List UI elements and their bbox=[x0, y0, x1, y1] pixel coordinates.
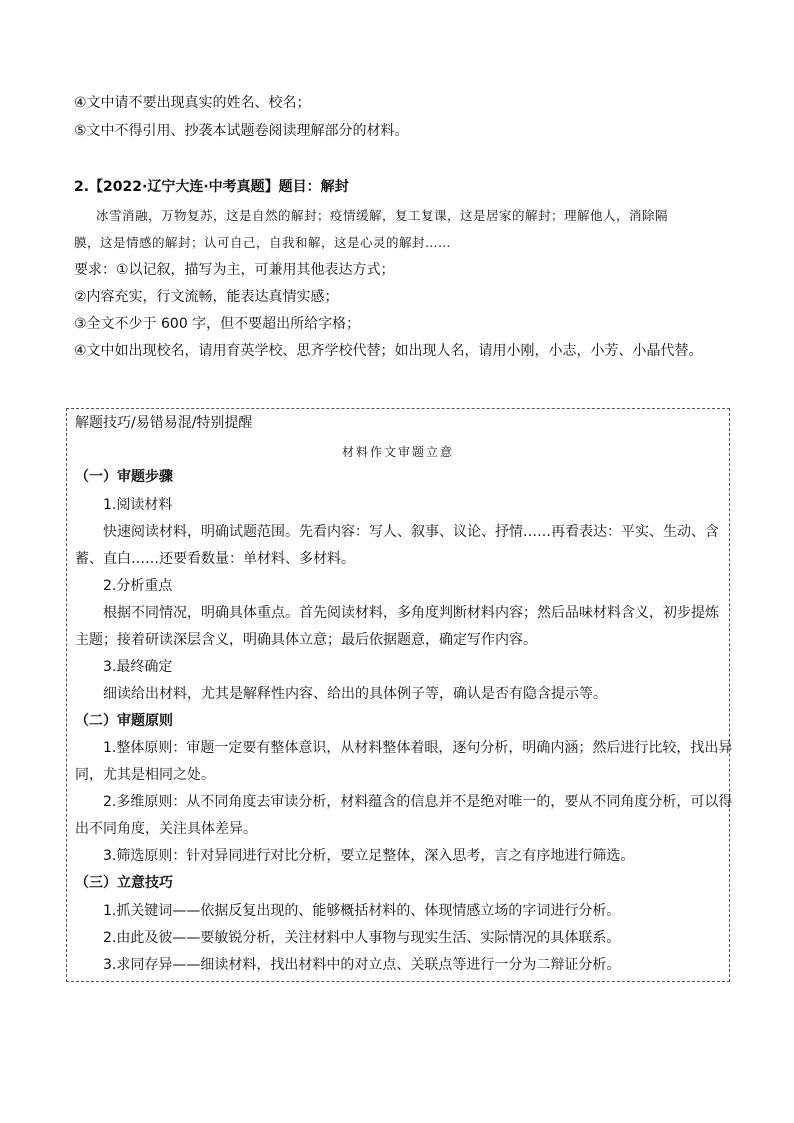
step-1-text-a: 快速阅读材料，明确试题范围。先看内容：写人、叙事、议论、抒情……再看表达：平实、生动、含 bbox=[103, 524, 719, 540]
question-heading: 2.【2022·辽宁大连·中考真题】题目：解封 bbox=[74, 179, 349, 195]
step-3-text: 细读给出材料，尤其是解释性内容、给出的具体例子等，确认是否有隐含提示等。 bbox=[103, 686, 607, 702]
prompt-text-1: 冰雪消融，万物复苏，这是自然的解封；疫情缓解，复工复课，这是居家的解封；理解他人，消除隔 bbox=[96, 208, 669, 223]
step-1-title: 1.阅读材料 bbox=[103, 497, 173, 513]
tips-header: 解题技巧/易错易混/特别提醒 bbox=[75, 415, 253, 431]
step-1-text-b: 蓄、直白……还要看数量：单材料、多材料。 bbox=[75, 551, 355, 567]
step-2-text-b: 主题；接着研读深层含义，明确具体立意；最后依据题意，确定写作内容。 bbox=[75, 632, 537, 648]
principle-1-b: 同，尤其是相同之处。 bbox=[75, 767, 215, 783]
technique-3: 3.求同存异——细读材料，找出材料中的对立点、关联点等进行一分为二辩证分析。 bbox=[103, 957, 621, 973]
prompt-text-2: 膜，这是情感的解封；认可自己，自我和解，这是心灵的解封…… bbox=[74, 235, 452, 250]
section-1-heading: （一）审题步骤 bbox=[75, 469, 173, 485]
technique-1: 1.抓关键词——依据反复出现的、能够概括材料的、体现情感立场的字词进行分析。 bbox=[103, 903, 621, 919]
section-3-heading: （三）立意技巧 bbox=[75, 875, 173, 891]
requirement-2: ②内容充实，行文流畅，能表达真情实感； bbox=[74, 289, 339, 305]
technique-2: 2.由此及彼——要敏锐分析，关注材料中人事物与现实生活、实际情况的具体联系。 bbox=[103, 930, 621, 946]
section-2-heading: （二）审题原则 bbox=[75, 713, 173, 729]
top-requirement-5: ⑤文中不得引用、抄袭本试题卷阅读理解部分的材料。 bbox=[74, 123, 409, 139]
tips-title: 材料作文审题立意 bbox=[341, 445, 454, 459]
requirement-1: 要求：①以记叙，描写为主，可兼用其他表达方式； bbox=[74, 262, 395, 278]
principle-2-a: 2.多维原则：从不同角度去审读分析，材料蕴含的信息并不是绝对唯一的，要从不同角度分析，可以得 bbox=[103, 794, 733, 810]
step-3-title: 3.最终确定 bbox=[103, 659, 173, 675]
principle-3: 3.筛选原则：针对异同进行对比分析，要立足整体，深入思考，言之有序地进行筛选。 bbox=[103, 848, 635, 864]
requirement-3: ③全文不少于 600 字，但不要超出所给字格； bbox=[74, 316, 361, 332]
principle-1-a: 1.整体原则：审题一定要有整体意识，从材料整体着眼，逐句分析，明确内涵；然后进行比较，找出异 bbox=[103, 740, 733, 756]
step-2-title: 2.分析重点 bbox=[103, 578, 173, 594]
requirement-4: ④文中如出现校名，请用育英学校、思齐学校代替；如出现人名，请用小刚，小志，小芳、小晶代替。 bbox=[74, 343, 703, 359]
principle-2-b: 出不同角度，关注具体差异。 bbox=[75, 821, 257, 837]
tips-box bbox=[66, 408, 733, 982]
step-2-text-a: 根据不同情况，明确具体重点。首先阅读材料，多角度判断材料内容；然后品味材料含义，初步提炼 bbox=[103, 605, 719, 621]
top-requirement-4: ④文中请不要出现真实的姓名、校名； bbox=[74, 95, 311, 111]
